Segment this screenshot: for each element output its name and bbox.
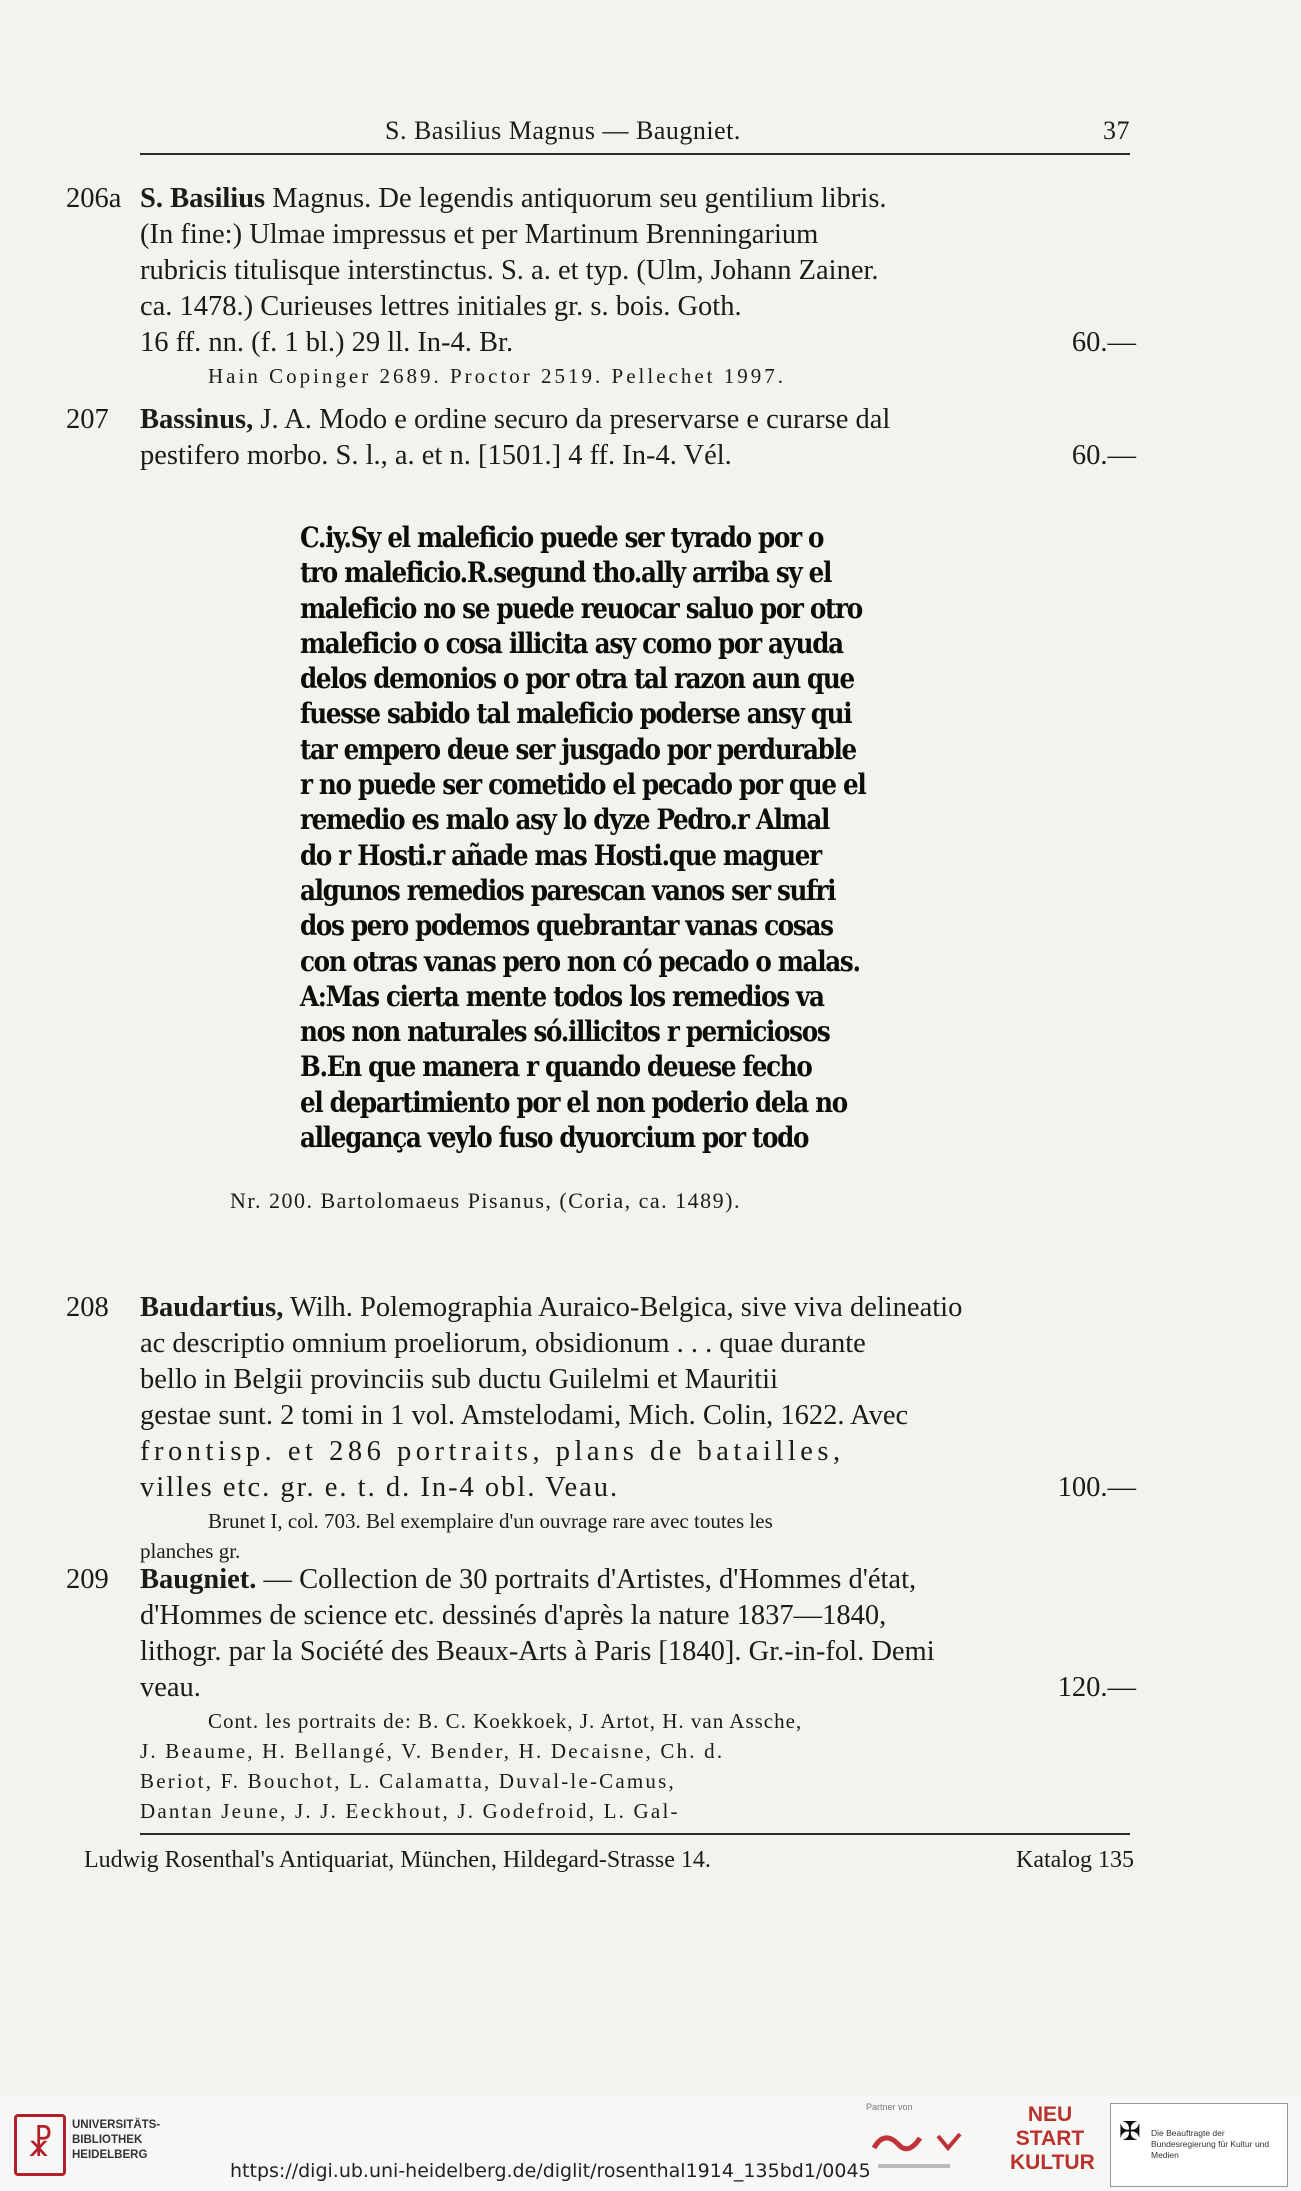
reference-line: planches gr. [140, 1539, 241, 1563]
catalog-number: Katalog 135 [1016, 1847, 1134, 1873]
price: 60.— [1071, 327, 1136, 358]
entry-line: ac descriptio omnium proeliorum, obsidionum . . . quae durante [140, 1328, 866, 1359]
facsimile-line: con otras vanas pero non có pecado o malas. [300, 944, 860, 978]
header-rule [140, 153, 1130, 155]
reference-line: J. Beaume, H. Bellangé, V. Bender, H. Decaisne, Ch. d. [140, 1739, 725, 1763]
facsimile-line: C.iy.Sy el maleficio puede ser tyrado por o [300, 521, 824, 554]
entry-207 [66, 402, 1136, 474]
facsimile-line: fuesse sabido tal maleficio poderse ansy qui [300, 697, 852, 731]
price: 120.— [1057, 1672, 1136, 1703]
entry-name: S. Basilius [140, 183, 266, 214]
neustart-kultur-logo[interactable] [1010, 2103, 1095, 2183]
page-footer [84, 1847, 1134, 1874]
entry-number: 206a [66, 183, 122, 214]
running-head [140, 116, 1130, 152]
reference-line: Brunet I, col. 703. Bel exemplaire d'un ouvrage rare avec toutes les [208, 1509, 773, 1533]
ddb-logo[interactable] [868, 2118, 988, 2178]
facsimile-line: maleficio o cosa illicita asy como por ayuda [300, 626, 843, 660]
entry-name: Baugniet. [140, 1564, 257, 1595]
entry-name: Bassinus, [140, 404, 254, 435]
facsimile-line: remedio es malo asy lo dyze Pedro.r Almal [300, 803, 830, 837]
facsimile-line: dos pero podemos quebrantar vanas cosas [300, 909, 833, 943]
entry-line: rubricis titulisque interstinctus. S. a. et typ. (Ulm, Johann Zainer. [140, 255, 879, 286]
entry-line: frontisp. et 286 portraits, plans de batailles, [140, 1436, 845, 1467]
reference-line: Hain Copinger 2689. Proctor 2519. Pellechet 1997. [208, 364, 787, 388]
reference-line: Beriot, F. Bouchot, L. Calamatta, Duval-le-Camus, [140, 1769, 676, 1793]
entry-line: 16 ff. nn. (f. 1 bl.) 29 ll. In-4. Br. [140, 327, 514, 358]
entry-line: Baudartius, Wilh. Polemographia Auraico-Belgica, sive viva delineatio [140, 1292, 963, 1323]
university-library-logo[interactable] [14, 2110, 174, 2180]
entry-209 [66, 1562, 1136, 1826]
page-url[interactable]: https://digi.ub.uni-heidelberg.de/diglit/rosenthal1914_135bd1/0045 [230, 2160, 871, 2182]
entry-number: 207 [66, 404, 109, 435]
library-seal-icon: ☧ [14, 2114, 66, 2176]
facsimile-line: r no puede ser cometido el pecado por que el [300, 768, 866, 802]
bkm-text: Die Beauftragte der Bundesregierung für Kultur und Medien [1151, 2128, 1270, 2160]
facsimile-line: el departimiento por el non poderio dela no [300, 1085, 847, 1119]
facsimile-line: A:Mas cierta mente todos los remedios va [300, 979, 824, 1013]
bkm-logo[interactable] [1110, 2103, 1288, 2187]
entry-line: S. Basilius Magnus. De legendis antiquorum seu gentilium libris. [140, 183, 887, 214]
entry-line: bello in Belgii provinciis sub ductu Guilelmi et Mauritii [140, 1364, 779, 1395]
facsimile-line: maleficio no se puede reuocar saluo por otro [300, 591, 862, 625]
reference-line: Cont. les portraits de: B. C. Koekkoek, J. Artot, H. van Assche, [208, 1709, 803, 1733]
facsimile-line: nos non naturales só.illicitos r perniciosos [300, 1015, 830, 1049]
facsimile-line: allegança veylo fuso dyuorcium por todo [300, 1121, 809, 1155]
entry-206a [66, 181, 1136, 391]
partner-label: Partner von [866, 2102, 913, 2112]
entry-line: Bassinus, J. A. Modo e ordine securo da preservarse e curarse dal [140, 404, 891, 435]
facsimile-line: tar empero deue ser jusgado por perdurable [300, 732, 856, 766]
publisher-line: Ludwig Rosenthal's Antiquariat, München, Hildegard-Strasse 14. [84, 1847, 711, 1873]
entry-line: pestifero morbo. S. l., a. et n. [1501.] 4 ff. In-4. Vél. [140, 440, 732, 471]
entry-line: lithogr. par la Société des Beaux-Arts à Paris [1840]. Gr.-in-fol. Demi [140, 1636, 935, 1667]
reference-line: Dantan Jeune, J. J. Eeckhout, J. Godefroid, L. Gal- [140, 1799, 680, 1823]
facsimile-line: delos demonios o por otra tal razon aun que [300, 662, 854, 696]
library-name: UNIVERSITÄTS- BIBLIOTHEK HEIDELBERG [72, 2119, 161, 2161]
blackletter-facsimile [300, 520, 912, 1160]
page-number: 37 [1103, 116, 1130, 145]
entry-208 [66, 1290, 1136, 1566]
price: 60.— [1071, 440, 1136, 471]
footer-rule [140, 1833, 1130, 1835]
entry-number: 208 [66, 1292, 109, 1323]
entry-name: Baudartius, [140, 1292, 284, 1323]
facsimile-line: tro maleficio.R.segund tho.ally arriba sy el [300, 556, 832, 590]
entry-line: gestae sunt. 2 tomi in 1 vol. Amstelodami, Mich. Colin, 1622. Avec [140, 1400, 909, 1431]
neustart-text: NEU START KULTUR [1010, 2103, 1095, 2174]
entry-number: 209 [66, 1564, 109, 1595]
facsimile-line: B.En que manera r quando deuese fecho [300, 1050, 812, 1084]
entry-line: (In fine:) Ulmae impressus et per Martinum Brenningarium [140, 219, 819, 250]
federal-eagle-icon: ✠ [1119, 2116, 1141, 2146]
figure-caption: Nr. 200. Bartolomaeus Pisanus, (Coria, ca. 1489). [230, 1188, 741, 1213]
facsimile-line: do r Hosti.r añade mas Hosti.que maguer [300, 838, 821, 872]
price: 100.— [1057, 1472, 1136, 1503]
entry-line: villes etc. gr. e. t. d. In-4 obl. Veau. [140, 1472, 620, 1503]
running-title: S. Basilius Magnus — Baugniet. [385, 116, 741, 145]
entry-line: Baugniet. — Collection de 30 portraits d'Artistes, d'Hommes d'état, [140, 1564, 917, 1595]
entry-line: veau. [140, 1672, 201, 1703]
entry-line: d'Hommes de science etc. dessinés d'après la nature 1837—1840, [140, 1600, 887, 1631]
facsimile-line: algunos remedios parescan vanos ser sufri [300, 873, 836, 907]
entry-line: ca. 1478.) Curieuses lettres initiales gr. s. bois. Goth. [140, 291, 742, 322]
